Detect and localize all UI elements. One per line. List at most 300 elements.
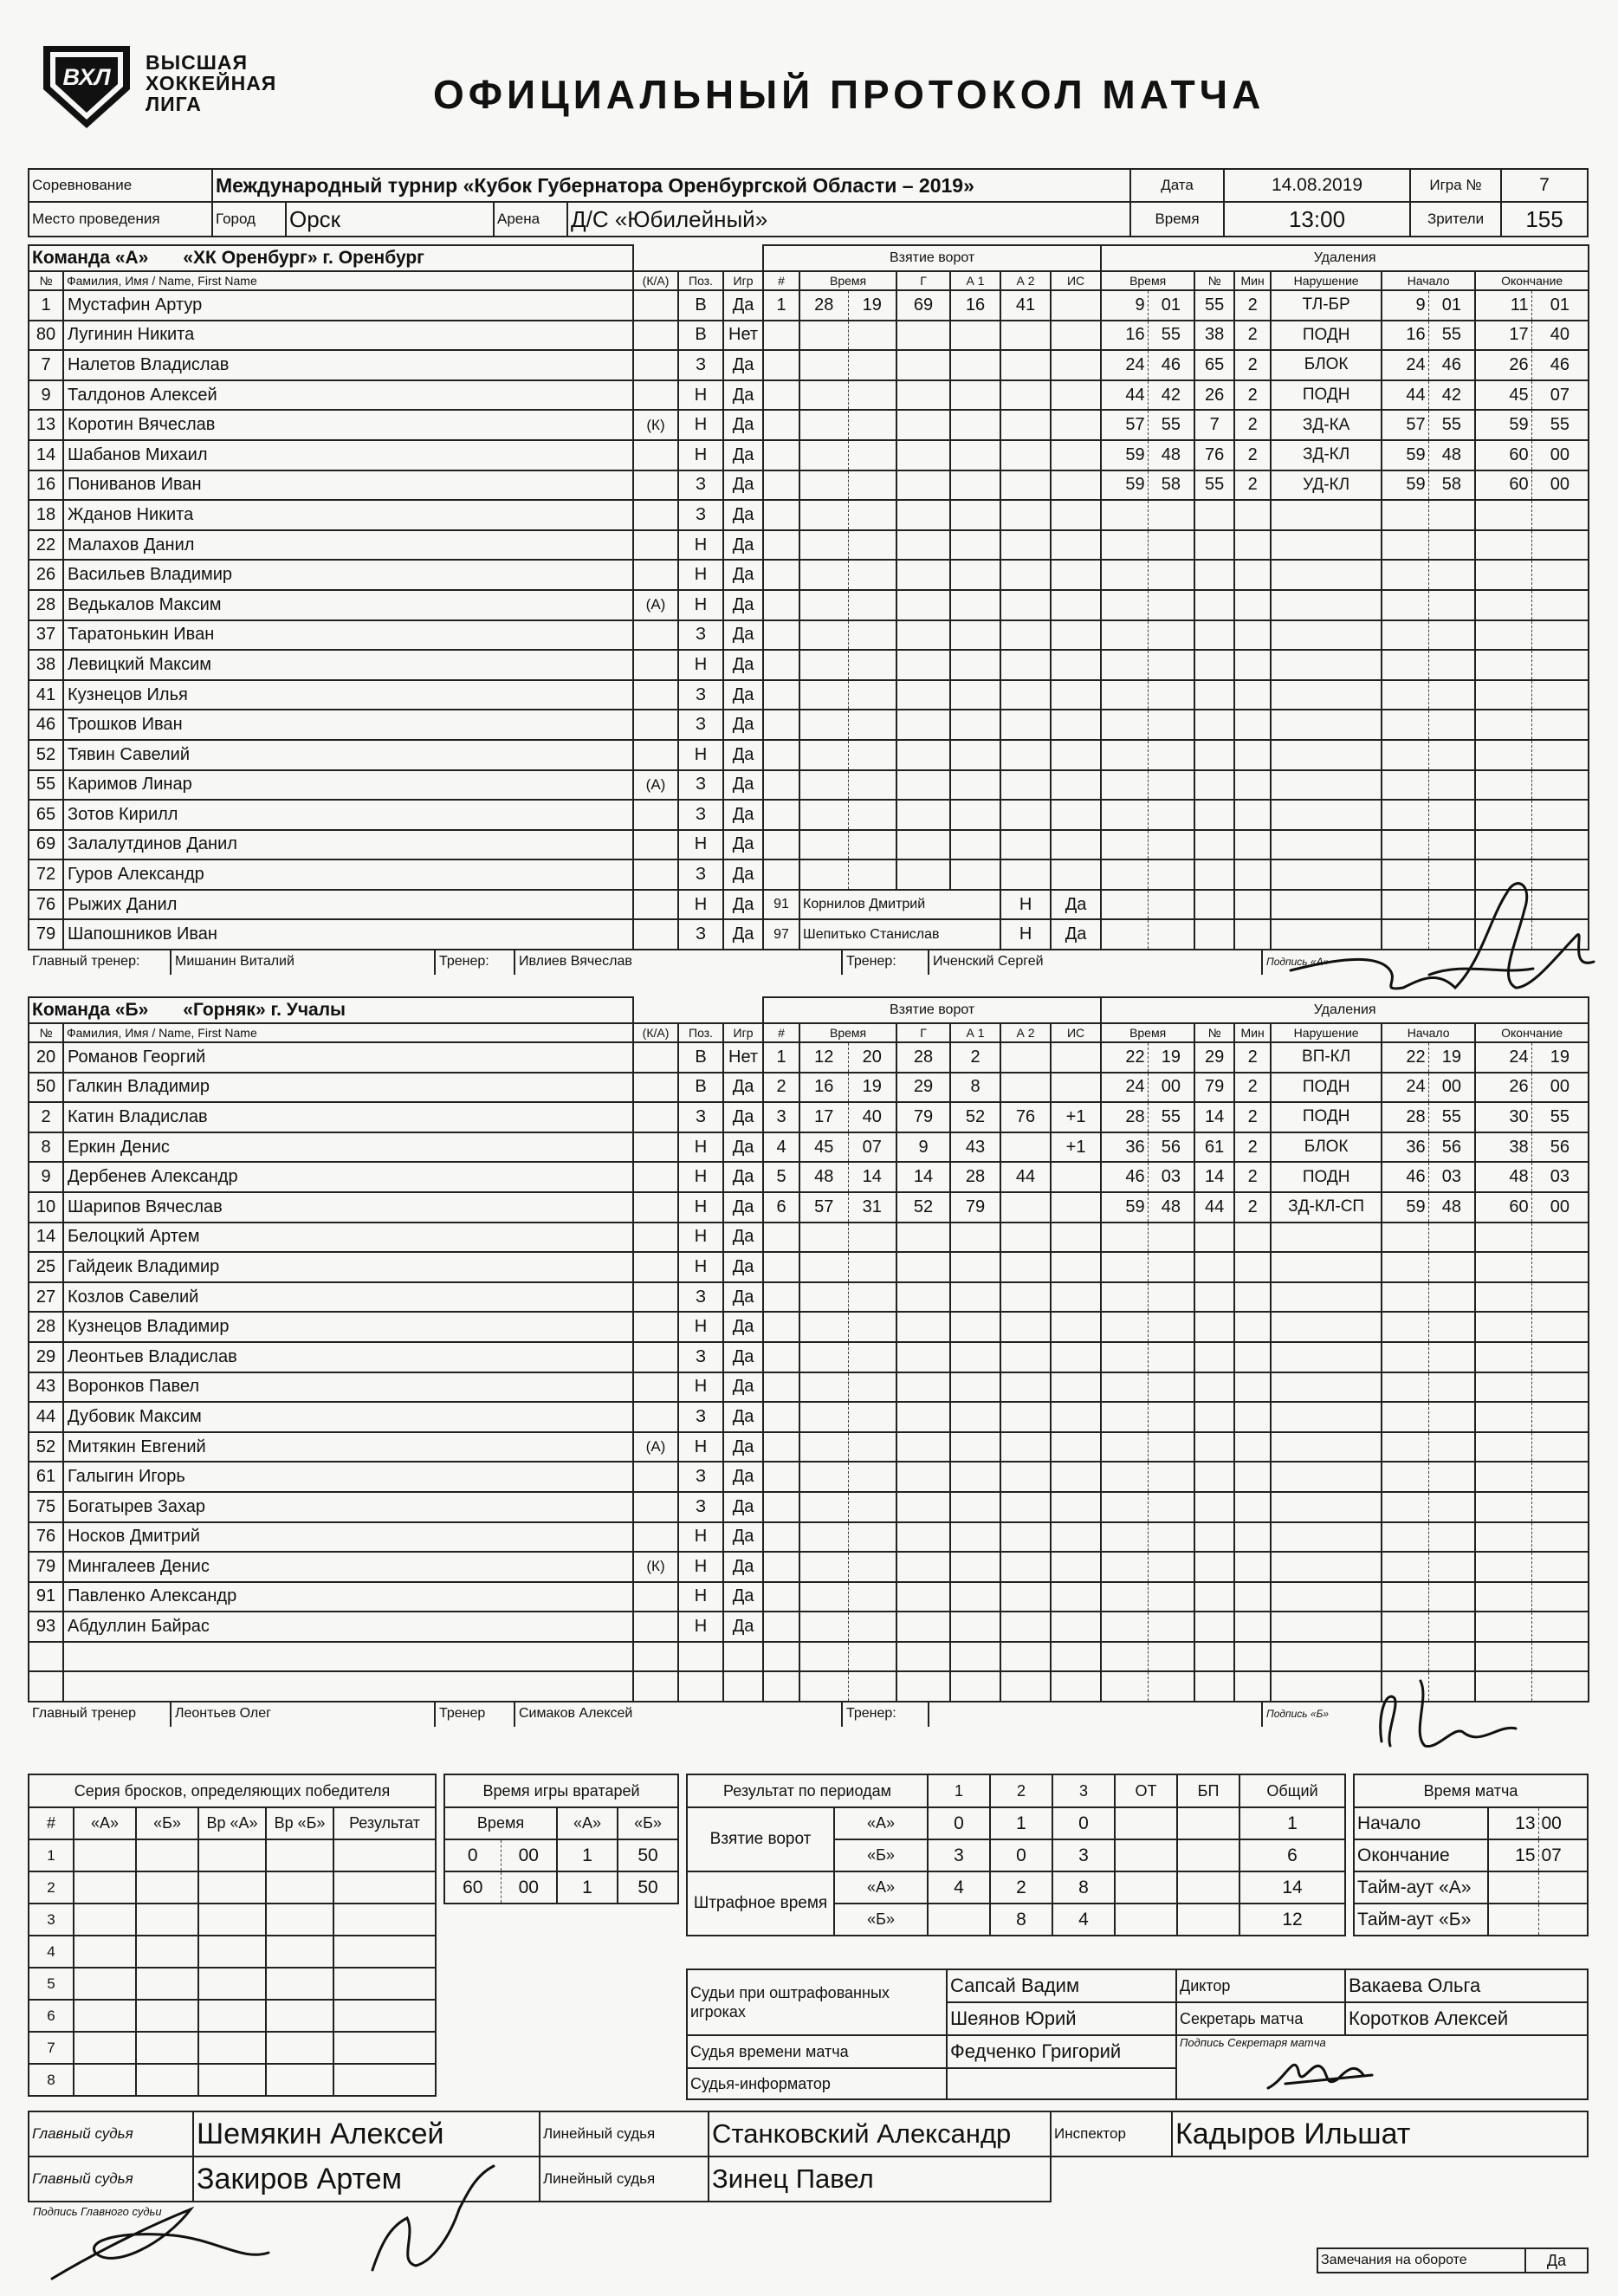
player-played [723, 1671, 763, 1702]
player-number: 10 [29, 1192, 63, 1223]
goal-time-min [799, 1252, 848, 1282]
player-played: Да [723, 1252, 763, 1282]
period-team: «А» [834, 1807, 928, 1839]
penalty-start-sec [1428, 800, 1475, 830]
column-header: А 2 [1000, 271, 1051, 290]
player-played: Да [723, 800, 763, 830]
goal-scorer [896, 1522, 950, 1553]
shootout-number: 3 [29, 1904, 74, 1936]
goal-time-min [799, 770, 848, 801]
penalty-minutes [1234, 530, 1271, 561]
penalty-start-sec [1428, 1402, 1475, 1432]
penalty-time-sec: 00 [1148, 1073, 1194, 1103]
penalty-end-sec [1531, 1432, 1589, 1463]
player-played: Нет [723, 321, 763, 351]
penalty-time-min [1101, 800, 1148, 830]
penalty-end-min: 38 [1475, 1132, 1531, 1163]
trainer: Ивлиев Вячеслав [515, 950, 843, 975]
penalty-time-sec [1148, 1432, 1194, 1463]
player-name: Коротин Вячеслав [63, 410, 633, 440]
goal-number [763, 530, 799, 561]
player-row [29, 1372, 1589, 1403]
goal-number [763, 410, 799, 440]
player-position: Н [678, 1223, 723, 1253]
player-name: Митякин Евгений [63, 1432, 633, 1463]
penalty-time-sec [1148, 740, 1194, 770]
goal-scorer [896, 1342, 950, 1372]
player-row [29, 1223, 1589, 1253]
penalty-time-sec [1148, 620, 1194, 651]
shootout-row [29, 2000, 436, 2032]
goal-time-min [799, 410, 848, 440]
penalty-player [1194, 1522, 1234, 1553]
goal-assist-2 [1000, 1342, 1051, 1372]
player-number: 55 [29, 770, 63, 801]
shootout-cell [333, 2000, 436, 2032]
penalty-time-sec [1148, 859, 1194, 890]
goal-time-sec [848, 1552, 896, 1582]
column-header: (К/А) [633, 271, 678, 290]
goal-time-min [799, 1522, 848, 1553]
player-name: Шабанов Михаил [63, 440, 633, 470]
penalty-time-sec [1148, 919, 1194, 950]
penalty-start-sec: 56 [1428, 1132, 1475, 1163]
trainer2-label: Тренер: [843, 950, 929, 975]
team-name: «ХК Оренбург» г. Оренбург [183, 248, 424, 268]
captain-mark [633, 919, 678, 950]
captain-mark [633, 1192, 678, 1223]
penalty-player [1194, 740, 1234, 770]
goal-time-min [799, 1223, 848, 1253]
player-row [29, 290, 1589, 321]
penalty-time-min [1101, 1282, 1148, 1313]
player-number: 9 [29, 380, 63, 411]
goal-number: 3 [763, 1102, 799, 1132]
goal-assist-1 [950, 1372, 1000, 1403]
player-name: Шапошников Иван [63, 919, 633, 950]
goal-time-sec [848, 321, 896, 351]
period-value: 3 [1052, 1839, 1115, 1871]
penalty-time-min [1101, 590, 1148, 620]
captain-mark [633, 1342, 678, 1372]
shootout-number: 5 [29, 1968, 74, 2000]
player-played: Нет [723, 1042, 763, 1073]
penalty-end-min [1475, 1252, 1531, 1282]
timekeeper: Федченко Григорий [947, 2035, 1176, 2068]
player-row [29, 321, 1589, 351]
goal-number [763, 650, 799, 680]
goal-time-min [799, 710, 848, 740]
column-header: Начало [1382, 1023, 1475, 1042]
trainer: Симаков Алексей [515, 1703, 843, 1727]
goal-assist-1: 16 [950, 290, 1000, 321]
penalty-end-sec: 01 [1531, 290, 1589, 321]
goal-number: 4 [763, 1132, 799, 1163]
penalty-player [1194, 770, 1234, 801]
penalty-minutes: 2 [1234, 410, 1271, 440]
penalty-player: 79 [1194, 1073, 1234, 1103]
player-number: 75 [29, 1492, 63, 1522]
captain-mark [633, 560, 678, 590]
goal-time-sec [848, 1582, 896, 1612]
player-name: Шарипов Вячеслав [63, 1192, 633, 1223]
period-value: 4 [928, 1871, 990, 1904]
goal-scorer: 28 [896, 1042, 950, 1073]
penalty-time-sec: 46 [1148, 350, 1194, 380]
player-row [29, 650, 1589, 680]
goal-assist-2 [1000, 859, 1051, 890]
penalty-minutes: 2 [1234, 1102, 1271, 1132]
goal-assist-1 [950, 859, 1000, 890]
informer [947, 2068, 1176, 2099]
penalty-minutes: 2 [1234, 1042, 1271, 1073]
captain-mark [633, 1642, 678, 1672]
goal-scorer [896, 830, 950, 860]
goal-scorer [896, 1252, 950, 1282]
goal-assist-1 [950, 1612, 1000, 1642]
player-name: Романов Георгий [63, 1042, 633, 1073]
penalty-start-sec: 48 [1428, 440, 1475, 470]
penalty-time-sec [1148, 1612, 1194, 1642]
penalty-minutes: 2 [1234, 290, 1271, 321]
goal-time-sec [848, 350, 896, 380]
player-name: Белоцкий Артем [63, 1223, 633, 1253]
goal-assist-1 [950, 1252, 1000, 1282]
goal-assist-2 [1000, 710, 1051, 740]
penalty-time-sec [1148, 1552, 1194, 1582]
period-value: 12 [1239, 1904, 1345, 1936]
player-played: Да [723, 710, 763, 740]
goal-assist-2 [1000, 470, 1051, 501]
captain-mark: (К) [633, 1552, 678, 1582]
match-time-table: Время матча Начало 13 00 Окончание 15 07 Тайм-аут «А» Тайм-аут «Б» [1353, 1774, 1589, 1936]
match-time-title: Время матча [1354, 1774, 1588, 1807]
penalty-player [1194, 1223, 1234, 1253]
goal-time-min [799, 440, 848, 470]
goal-assist-1 [950, 710, 1000, 740]
penalty-player [1194, 1612, 1234, 1642]
penalty-player [1194, 1642, 1234, 1672]
goal-number [763, 1372, 799, 1403]
penalty-end-min [1475, 1402, 1531, 1432]
goal-assist-2 [1000, 1582, 1051, 1612]
goal-time-sec [848, 1312, 896, 1342]
goal-scorer [896, 1642, 950, 1672]
goal-scorer [896, 1402, 950, 1432]
penalty-time-min: 44 [1101, 380, 1148, 411]
shootout-cell [266, 1936, 333, 1968]
goal-situation [1051, 800, 1101, 830]
player-played: Да [723, 1432, 763, 1463]
arena-label: Арена [494, 202, 567, 237]
penalty-offence: УД-КЛ [1271, 470, 1382, 501]
goal-number [763, 440, 799, 470]
player-position: Н [678, 1552, 723, 1582]
penalty-start-sec [1428, 500, 1475, 530]
column-header: Начало [1382, 271, 1475, 290]
penalty-time-sec: 58 [1148, 470, 1194, 501]
venue-label: Место проведения [29, 202, 212, 237]
penalty-end-sec: 19 [1531, 1042, 1589, 1073]
player-name: Богатырев Захар [63, 1492, 633, 1522]
goal-scorer [896, 1612, 950, 1642]
player-played: Да [723, 1552, 763, 1582]
penalty-offence [1271, 710, 1382, 740]
goal-situation [1051, 321, 1101, 351]
goal-situation [1051, 1522, 1101, 1553]
goal-number [763, 1642, 799, 1672]
goal-scorer [896, 1223, 950, 1253]
shootout-cell [333, 1904, 436, 1936]
goalie-time-title: Время игры вратарей [444, 1774, 678, 1807]
goal-number [763, 740, 799, 770]
player-played: Да [723, 620, 763, 651]
captain-mark [633, 380, 678, 411]
goal-assist-2 [1000, 1372, 1051, 1403]
goal-time-sec [848, 590, 896, 620]
penalty-end-sec [1531, 560, 1589, 590]
penalty-offence: БЛОК [1271, 1132, 1382, 1163]
penalty-time-min [1101, 1312, 1148, 1342]
goal-assist-2 [1000, 1132, 1051, 1163]
penalty-end-sec [1531, 1252, 1589, 1282]
goal-number [763, 1342, 799, 1372]
goal-assist-1 [950, 560, 1000, 590]
penalty-box-judge-1: Сапсай Вадим [947, 1969, 1176, 2002]
time-label: Время [1130, 202, 1224, 237]
goal-assist-2 [1000, 620, 1051, 651]
penalty-time-sec [1148, 590, 1194, 620]
shootout-cell [136, 1871, 198, 1904]
player-position: Н [678, 830, 723, 860]
shootout-cell [74, 1936, 136, 1968]
goal-number: 5 [763, 1162, 799, 1192]
period-value: 1 [1239, 1807, 1345, 1839]
period-value: 0 [990, 1839, 1052, 1871]
penalty-end-min: 60 [1475, 440, 1531, 470]
shootout-cell [74, 2064, 136, 2096]
penalty-minutes [1234, 1612, 1271, 1642]
player-position: Н [678, 530, 723, 561]
penalty-start-sec: 55 [1428, 321, 1475, 351]
penalty-end-sec: 00 [1531, 1192, 1589, 1223]
team-b-label [29, 997, 633, 1023]
penalty-start-sec: 00 [1428, 1073, 1475, 1103]
captain-mark [633, 1582, 678, 1612]
captain-mark [633, 290, 678, 321]
goal-assist-2 [1000, 650, 1051, 680]
player-name: Абдуллин Байрас [63, 1612, 633, 1642]
player-played: Да [723, 650, 763, 680]
penalty-time-sec: 56 [1148, 1132, 1194, 1163]
goal-scorer: 9 [896, 1132, 950, 1163]
player-number: 50 [29, 1073, 63, 1103]
player-row [29, 1402, 1589, 1432]
penalty-end-min [1475, 680, 1531, 710]
goal-time-min [799, 740, 848, 770]
goals-title: Взятие ворот [763, 997, 1101, 1023]
player-number: 18 [29, 500, 63, 530]
goal-assist-1 [950, 321, 1000, 351]
player-number [29, 1671, 63, 1702]
penalty-end-sec: 00 [1531, 1073, 1589, 1103]
penalty-start-min: 44 [1382, 380, 1428, 411]
goal-number [763, 1671, 799, 1702]
goal-scorer [896, 321, 950, 351]
captain-mark: (А) [633, 1432, 678, 1463]
penalty-end-min [1475, 1552, 1531, 1582]
penalty-start-min [1382, 740, 1428, 770]
goal-time-sec: 07 [848, 1132, 896, 1163]
goal-situation [1051, 1162, 1101, 1192]
penalty-end-min [1475, 1372, 1531, 1403]
column-header: Время [799, 271, 896, 290]
penalty-offence: ЗД-КЛ-СП [1271, 1192, 1382, 1223]
period-value: 3 [928, 1839, 990, 1871]
player-position: З [678, 1282, 723, 1313]
player-number [29, 1642, 63, 1672]
match-start-hours: 13 [1488, 1807, 1538, 1839]
shootout-row [29, 1904, 436, 1936]
shootout-cell [266, 2032, 333, 2064]
goal-scorer [896, 1432, 950, 1463]
penalty-end-min [1475, 650, 1531, 680]
penalty-player [1194, 1432, 1234, 1463]
announcer: Вакаева Ольга [1345, 1969, 1588, 2002]
shootout-cell [136, 2064, 198, 2096]
player-played: Да [723, 350, 763, 380]
goal-assist-1 [950, 770, 1000, 801]
penalty-minutes [1234, 1522, 1271, 1553]
secretary-signature-cell: Подпись Секретаря матча [1176, 2035, 1588, 2099]
penalty-player: 14 [1194, 1162, 1234, 1192]
penalty-end-sec [1531, 620, 1589, 651]
player-position: З [678, 500, 723, 530]
player-position: З [678, 350, 723, 380]
period-value [1115, 1904, 1177, 1936]
goal-time-sec [848, 740, 896, 770]
penalty-start-min [1382, 650, 1428, 680]
period-value [1115, 1839, 1177, 1871]
shootout-row [29, 1936, 436, 1968]
goal-time-min [799, 470, 848, 501]
penalty-offence [1271, 1552, 1382, 1582]
penalty-end-min [1475, 770, 1531, 801]
competition-label: Соревнование [29, 169, 212, 202]
penalty-player [1194, 680, 1234, 710]
goal-time-sec [848, 830, 896, 860]
goal-time-min [799, 830, 848, 860]
penalty-end-sec [1531, 1282, 1589, 1313]
goal-time-min [799, 1462, 848, 1492]
shootout-row [29, 1839, 436, 1871]
penalty-minutes [1234, 620, 1271, 651]
period-value: 8 [990, 1904, 1052, 1936]
penalty-minutes [1234, 680, 1271, 710]
player-name: Лугинин Никита [63, 321, 633, 351]
player-position: З [678, 1102, 723, 1132]
player-position [678, 1642, 723, 1672]
penalty-time-min: 9 [1101, 290, 1148, 321]
goal-scorer [896, 1671, 950, 1702]
goal-situation [1051, 830, 1101, 860]
player-row [29, 740, 1589, 770]
goal-number: 1 [763, 1042, 799, 1073]
goal-time-sec: 19 [848, 1073, 896, 1103]
player-name: Гуров Александр [63, 859, 633, 890]
goal-time-sec [848, 710, 896, 740]
penalty-end-min: 24 [1475, 1042, 1531, 1073]
player-number: 25 [29, 1252, 63, 1282]
player-row [29, 1552, 1589, 1582]
player-number: 37 [29, 620, 63, 651]
period-value: 0 [1052, 1807, 1115, 1839]
penalty-player [1194, 1312, 1234, 1342]
player-row [29, 1102, 1589, 1132]
penalty-start-sec [1428, 530, 1475, 561]
penalty-end-min [1475, 1223, 1531, 1253]
penalty-minutes [1234, 1312, 1271, 1342]
goal-assist-2 [1000, 440, 1051, 470]
shootout-number: 4 [29, 1936, 74, 1968]
goal-scorer [896, 500, 950, 530]
captain-mark [633, 710, 678, 740]
penalty-minutes [1234, 1372, 1271, 1403]
goal-situation [1051, 560, 1101, 590]
shootout-cell [333, 2032, 436, 2064]
goal-assist-1 [950, 1522, 1000, 1553]
penalty-time-sec [1148, 1312, 1194, 1342]
penalty-end-min [1475, 1462, 1531, 1492]
goal-assist-2 [1000, 770, 1051, 801]
penalty-player [1194, 1342, 1234, 1372]
goal-time-sec [848, 470, 896, 501]
penalty-end-min: 26 [1475, 1073, 1531, 1103]
column-header: Окончание [1475, 271, 1589, 290]
player-played: Да [723, 1342, 763, 1372]
penalty-minutes: 2 [1234, 470, 1271, 501]
goal-number [763, 1552, 799, 1582]
goal-number [763, 620, 799, 651]
player-played: Да [723, 1282, 763, 1313]
secretary: Коротков Алексей [1345, 2002, 1588, 2035]
penalty-offence [1271, 1342, 1382, 1372]
player-row [29, 500, 1589, 530]
player-played: Да [723, 1462, 763, 1492]
game-number: 7 [1501, 169, 1588, 202]
column-header: # [763, 271, 799, 290]
player-position: З [678, 470, 723, 501]
player-played: Да [723, 470, 763, 501]
penalty-player: 55 [1194, 470, 1234, 501]
captain-mark [633, 859, 678, 890]
goal-scorer [896, 1552, 950, 1582]
captain-mark [633, 1223, 678, 1253]
penalty-start-min [1382, 1372, 1428, 1403]
shootout-cell [136, 1936, 198, 1968]
player-number: 43 [29, 1372, 63, 1403]
period-results-table: Результат по периодам 1 2 3 ОТ БП Общий Взятие ворот «А» 0 1 0 1 «Б» 3 0 3 6 Штрафное время «А» 4 2 8 14 «Б» 8 4 12 [686, 1774, 1346, 1936]
penalty-start-sec: 42 [1428, 380, 1475, 411]
penalty-end-sec [1531, 770, 1589, 801]
penalty-start-sec [1428, 1342, 1475, 1372]
captain-mark [633, 650, 678, 680]
goal-assist-1 [950, 1342, 1000, 1372]
player-name [63, 1671, 633, 1702]
goal-assist-2 [1000, 350, 1051, 380]
penalty-minutes [1234, 800, 1271, 830]
player-number: 2 [29, 1102, 63, 1132]
